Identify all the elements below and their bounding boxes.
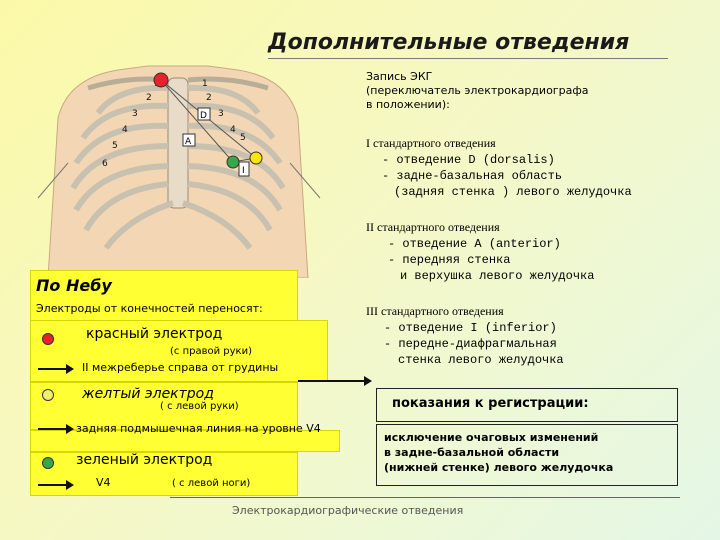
footer-line — [170, 497, 680, 498]
nebu-heading: По Небу — [36, 276, 112, 295]
indications-text: исключение очаговых изменений в задне-базальной области (нижней стенке) левого желудочка — [384, 431, 614, 474]
lead3-details: - отведение I (inferior) - передне-диафрагмальная стенка левого желудочка — [384, 321, 564, 367]
green-electrode-note: ( с левой ноги) — [172, 478, 251, 489]
chest-anatomy-diagram — [28, 58, 328, 278]
rib-number-right: 4 — [230, 125, 236, 135]
indications-heading: показания к регистрации: — [392, 396, 589, 411]
yellow-electrode-note: ( с левой руки) — [160, 401, 239, 412]
arrow-to-indications — [298, 380, 370, 382]
red-electrode-note: (с правой руки) — [170, 346, 252, 357]
green-electrode-dot — [42, 457, 54, 469]
green-electrode-marker — [227, 156, 239, 168]
lead1-details: - отведение D (dorsalis) - задне-базальная область (задняя стенка ) левого желудочка — [382, 153, 632, 199]
red-electrode-dot — [42, 333, 54, 345]
recording-intro: Запись ЭКГ (переключатель электрокардиографа в положении): — [366, 70, 589, 111]
red-electrode-label: красный электрод — [86, 326, 223, 342]
rib-number-left: 5 — [112, 141, 118, 151]
slide-title: Дополнительные отведения — [268, 30, 630, 55]
yellow-electrode-dot — [42, 389, 54, 401]
rib-number-left: 2 — [146, 93, 152, 103]
title-underline — [268, 58, 668, 59]
rib-number-left: 6 — [102, 159, 108, 169]
yellow-electrode-place: задняя подмышечная линия на уровне V4 — [76, 422, 321, 435]
rib-number-right: 3 — [218, 109, 224, 119]
lead1-title: I стандартного отведения — [366, 136, 496, 150]
lead3-title: III стандартного отведения — [366, 304, 504, 318]
marker-d: D — [200, 111, 207, 121]
lead2-details: - отведение А (anterior) - передняя стенка и верхушка левого желудочка — [388, 237, 595, 283]
rib-number-right: 5 — [240, 133, 246, 143]
rib-number-left: 3 — [132, 109, 138, 119]
red-arrow — [38, 368, 72, 370]
green-electrode-label: зеленый электрод — [76, 452, 213, 468]
footer-text: Электрокардиографические отведения — [232, 504, 464, 517]
marker-a: A — [185, 137, 192, 147]
yellow-arrow — [38, 428, 72, 430]
marker-i: I — [242, 166, 245, 176]
rib-number-right: 2 — [206, 93, 212, 103]
red-electrode-marker — [154, 73, 168, 87]
rib-number-left: 4 — [122, 125, 128, 135]
lead2-title: II стандартного отведения — [366, 220, 500, 234]
green-arrow — [38, 484, 72, 486]
yellow-electrode-marker — [250, 152, 262, 164]
red-electrode-place: II межреберье справа от грудины — [82, 361, 279, 374]
green-electrode-place: V4 — [96, 476, 111, 489]
rib-number-right: 1 — [202, 79, 208, 89]
nebu-subheading: Электроды от конечностей переносят: — [36, 302, 263, 315]
yellow-electrode-label: желтый электрод — [82, 386, 214, 402]
